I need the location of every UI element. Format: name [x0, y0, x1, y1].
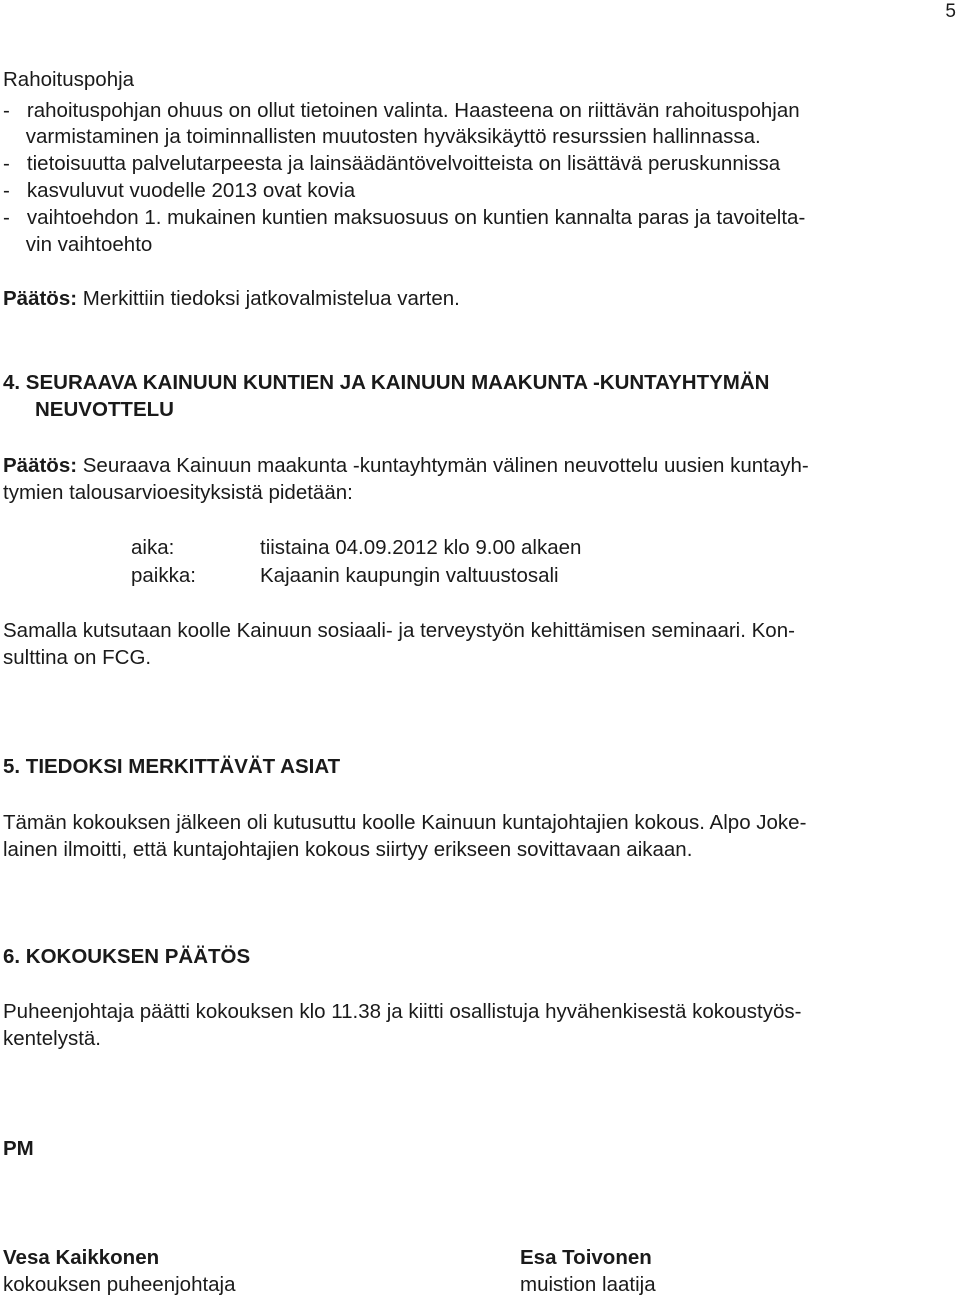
schedule-place-value: Kajaanin kaupungin valtuustosali: [260, 564, 559, 587]
signature-role-secretary: muistion laatija: [520, 1273, 656, 1296]
pm-label: PM: [3, 1137, 34, 1160]
rahoituspohja-line: - vaihtoehdon 1. mukainen kuntien maksuosuus on kuntien kannalta paras ja tavoitelta-: [3, 206, 806, 229]
section-6-text-line1: Puheenjohtaja päätti kokouksen klo 11.38 ja kiitti osallistuja hyvähenkisestä kokoustyös-: [3, 1000, 802, 1023]
schedule-time-value: tiistaina 04.09.2012 klo 9.00 alkaen: [260, 536, 582, 559]
rahoituspohja-line: - tietoisuutta palvelutarpeesta ja lainsäädäntövelvoitteista on lisättävä peruskunnissa: [3, 152, 781, 175]
section-6-title: 6. KOKOUKSEN PÄÄTÖS: [3, 945, 251, 968]
decision-text: Seuraava Kainuun maakunta -kuntayhtymän välinen neuvottelu uusien kuntayh-: [77, 454, 809, 477]
rahoituspohja-heading: Rahoituspohja: [3, 68, 135, 91]
schedule-place-label: paikka:: [131, 564, 196, 587]
rahoituspohja-decision: [3, 287, 460, 311]
section-4-decision-line2: tymien talousarvioesityksistä pidetään:: [3, 481, 353, 504]
section-5-text-line1: Tämän kokouksen jälkeen oli kutusuttu koolle Kainuun kuntajohtajien kokous. Alpo Joke-: [3, 811, 807, 834]
section-4-note-line2: sulttina on FCG.: [3, 646, 152, 669]
section-4-note-line1: Samalla kutsutaan koolle Kainuun sosiaali- ja terveystyön kehittämisen seminaari. Kon-: [3, 619, 795, 642]
decision-label: Päätös:: [3, 454, 78, 477]
section-5-title: 5. TIEDOKSI MERKITTÄVÄT ASIAT: [3, 755, 341, 778]
decision-text: Merkittiin tiedoksi jatkovalmistelua varten.: [77, 287, 460, 310]
signature-role-chair: kokouksen puheenjohtaja: [3, 1273, 236, 1296]
rahoituspohja-line: - rahoituspohjan ohuus on ollut tietoinen valinta. Haasteena on riittävän rahoituspohjan: [3, 99, 800, 122]
rahoituspohja-line: - kasvuluvut vuodelle 2013 ovat kovia: [3, 179, 356, 202]
section-6-text-line2: kentelystä.: [3, 1027, 101, 1050]
section-4-title-line2: NEUVOTTELU: [35, 398, 174, 421]
section-4-decision-line1: [3, 454, 809, 478]
signature-name-chair: Vesa Kaikkonen: [3, 1246, 160, 1269]
section-5-text-line2: lainen ilmoitti, että kuntajohtajien kokous siirtyy erikseen sovittavaan aikaan.: [3, 838, 693, 861]
page-number: 5: [945, 1, 956, 22]
schedule-time-label: aika:: [131, 536, 175, 559]
section-4-title-line1: 4. SEURAAVA KAINUUN KUNTIEN JA KAINUUN MAAKUNTA -KUNTAYHTYMÄN: [3, 371, 770, 394]
rahoituspohja-line: vin vaihtoehto: [3, 233, 153, 256]
rahoituspohja-line: varmistaminen ja toiminnallisten muutosten hyväksikäyttö resurssien hallinnassa.: [3, 125, 761, 148]
decision-label: Päätös:: [3, 287, 78, 310]
signature-name-secretary: Esa Toivonen: [520, 1246, 652, 1269]
